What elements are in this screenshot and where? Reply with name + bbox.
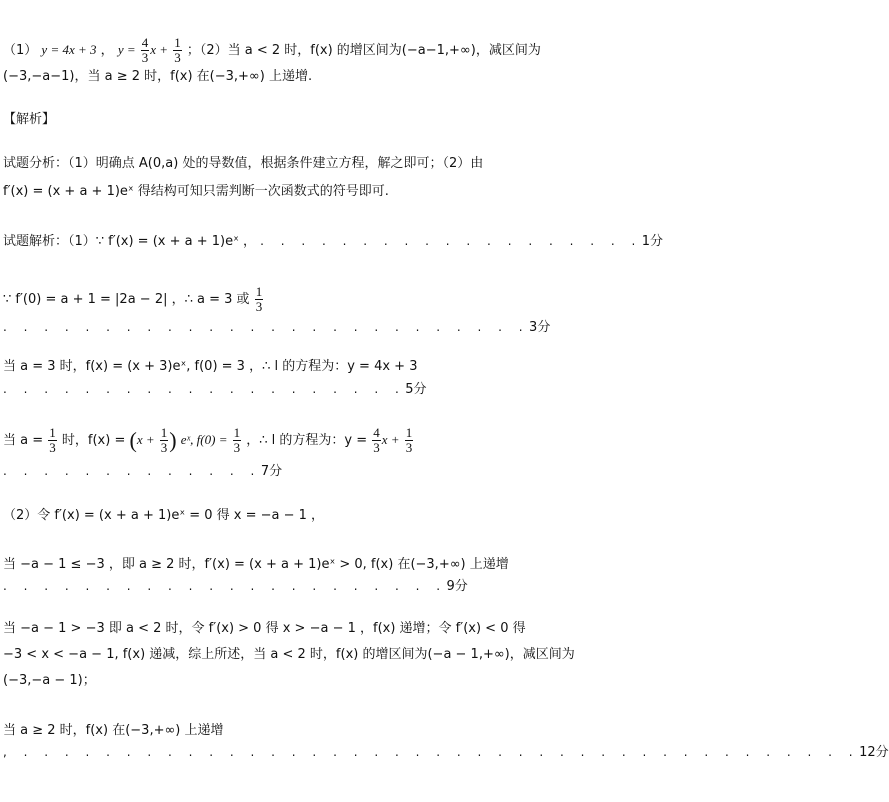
step-4-eq: ，∴ l 的方程为：y =: [246, 433, 368, 448]
step-2-text: ∵ f′(0) = a + 1 = |2a − 2| ，∴ a = 3 或: [3, 292, 250, 307]
fraction: $\frac{4}{3}$: [141, 35, 149, 65]
step-4-mid: 时，f(x) =: [61, 433, 126, 448]
fraction: $\frac{1}{3}$: [160, 425, 168, 455]
step-3-score: 5分: [405, 382, 427, 397]
tangent-eq-2-lhs: y =: [117, 42, 136, 57]
solution-step-8-score-line: [3, 743, 889, 762]
fraction: $\frac{1}{3}$: [49, 425, 56, 455]
answer-line-2: (−3,−a−1)，当 a ≥ 2 时，f(x) 在(−3,+∞) 上递增.: [3, 69, 313, 84]
solution-step-3: 当 a = 3 时，f(x) = (x + 3)eˣ, f(0) = 3 ，∴ l 的方程为：y = 4x + 3: [3, 359, 418, 374]
analysis-line-1: 试题分析：（1）明确点 A(0,a) 处的导数值，根据条件建立方程，解之即可；（2）由: [3, 156, 484, 171]
step-1-text: 试题解析：（1）∵ f′(x) = (x + a + 1)eˣ ，: [3, 234, 256, 249]
step-3-dots: . . . . . . . . . . . . . . . . . . . .: [3, 382, 406, 396]
fraction: $\frac{1}{3}$: [233, 425, 241, 455]
solution-step-3-score-line: [3, 380, 427, 399]
step-8-score: 12分: [859, 745, 889, 760]
solution-step-5: （2）令 f′(x) = (x + a + 1)eˣ = 0 得 x = −a − 1 ，: [3, 508, 325, 523]
step-1-dots: . . . . . . . . . . . . . . . . . . .: [260, 234, 642, 248]
solution-step-2-score-line: [3, 318, 550, 337]
step-4-dots: . . . . . . . . . . . . .: [3, 464, 261, 478]
tangent-eq-2-x: x +: [150, 42, 169, 57]
fraction: $\frac{1}{3}$: [405, 425, 413, 455]
solution-step-6: 当 −a − 1 ≤ −3 ，即 a ≥ 2 时，f′(x) = (x + a + 1)eˣ > 0, f(x) 在(−3,+∞) 上递增: [3, 557, 509, 572]
solution-step-4: 当 a = $\frac{1}{3}$ 时，f(x) = (x + $\frac{1}{3}$ ) eˣ, f(0) = $\frac{1}{3}$ ，∴ l 的方程为：y = $\frac{4}{3}$ x + $\frac{1}{3}$: [3, 425, 413, 455]
step-4-score: 7分: [260, 464, 283, 479]
solution-step-4-score-line: [3, 462, 282, 481]
solution-step-2: [3, 285, 264, 314]
solution-step-1: [3, 232, 663, 251]
step-4-after: eˣ, f(0) =: [180, 432, 228, 447]
solution-step-7-line-2: −3 < x < −a − 1, f(x) 递减，综上所述，当 a < 2 时，f(x) 的增区间为(−a − 1,+∞)，减区间为: [3, 647, 575, 662]
solution-step-7-line-1: 当 −a − 1 > −3 即 a < 2 时，令 f′(x) > 0 得 x > −a − 1 ，f(x) 递增；令 f′(x) < 0 得: [3, 621, 526, 636]
step-6-dots: . . . . . . . . . . . . . . . . . . . . . .: [3, 579, 447, 593]
fraction: $\frac{1}{3}$: [255, 284, 263, 314]
fraction: $\frac{1}{3}$: [174, 35, 181, 65]
solution-step-8: 当 a ≥ 2 时，f(x) 在(−3,+∞) 上递增: [3, 723, 224, 738]
jiexi-header: 【解析】: [3, 112, 56, 127]
step-4-inner: x +: [136, 432, 155, 447]
step-4-pre: 当 a =: [3, 433, 44, 448]
fraction: $\frac{4}{3}$: [373, 425, 380, 455]
analysis-line-2: f′(x) = (x + a + 1)eˣ 得结构可知只需判断一次函数式的符号即可.: [3, 184, 389, 199]
step-2-score: 3分: [529, 320, 551, 335]
part2-answer: ；（2）当 a < 2 时，f(x) 的增区间为(−a−1,+∞)，减区间为: [186, 43, 541, 58]
answer-line-1: （1） y = 4x + 3 ， y = $\frac{4}{3}$ x + $\frac{1}{3}$ ；（2）当 a < 2 时，f(x) 的增区间为(−a−1,+∞)，减区间为: [3, 35, 541, 65]
step-6-score: 9分: [446, 579, 468, 594]
step-8-dots: , . . . . . . . . . . . . . . . . . . . . . . . . . . . . . . . . . . . . . . . . .: [3, 745, 860, 759]
solution-step-6-score-line: [3, 577, 468, 596]
tangent-eq-1: y = 4x + 3: [41, 42, 97, 57]
part1-label: （1）: [3, 43, 38, 58]
step-2-dots: . . . . . . . . . . . . . . . . . . . . . . . . . .: [3, 320, 530, 334]
step-4-ans-x: x +: [381, 432, 400, 447]
solution-step-7-line-3: (−3,−a − 1)；: [3, 673, 96, 688]
step-1-score: 1分: [641, 234, 664, 249]
